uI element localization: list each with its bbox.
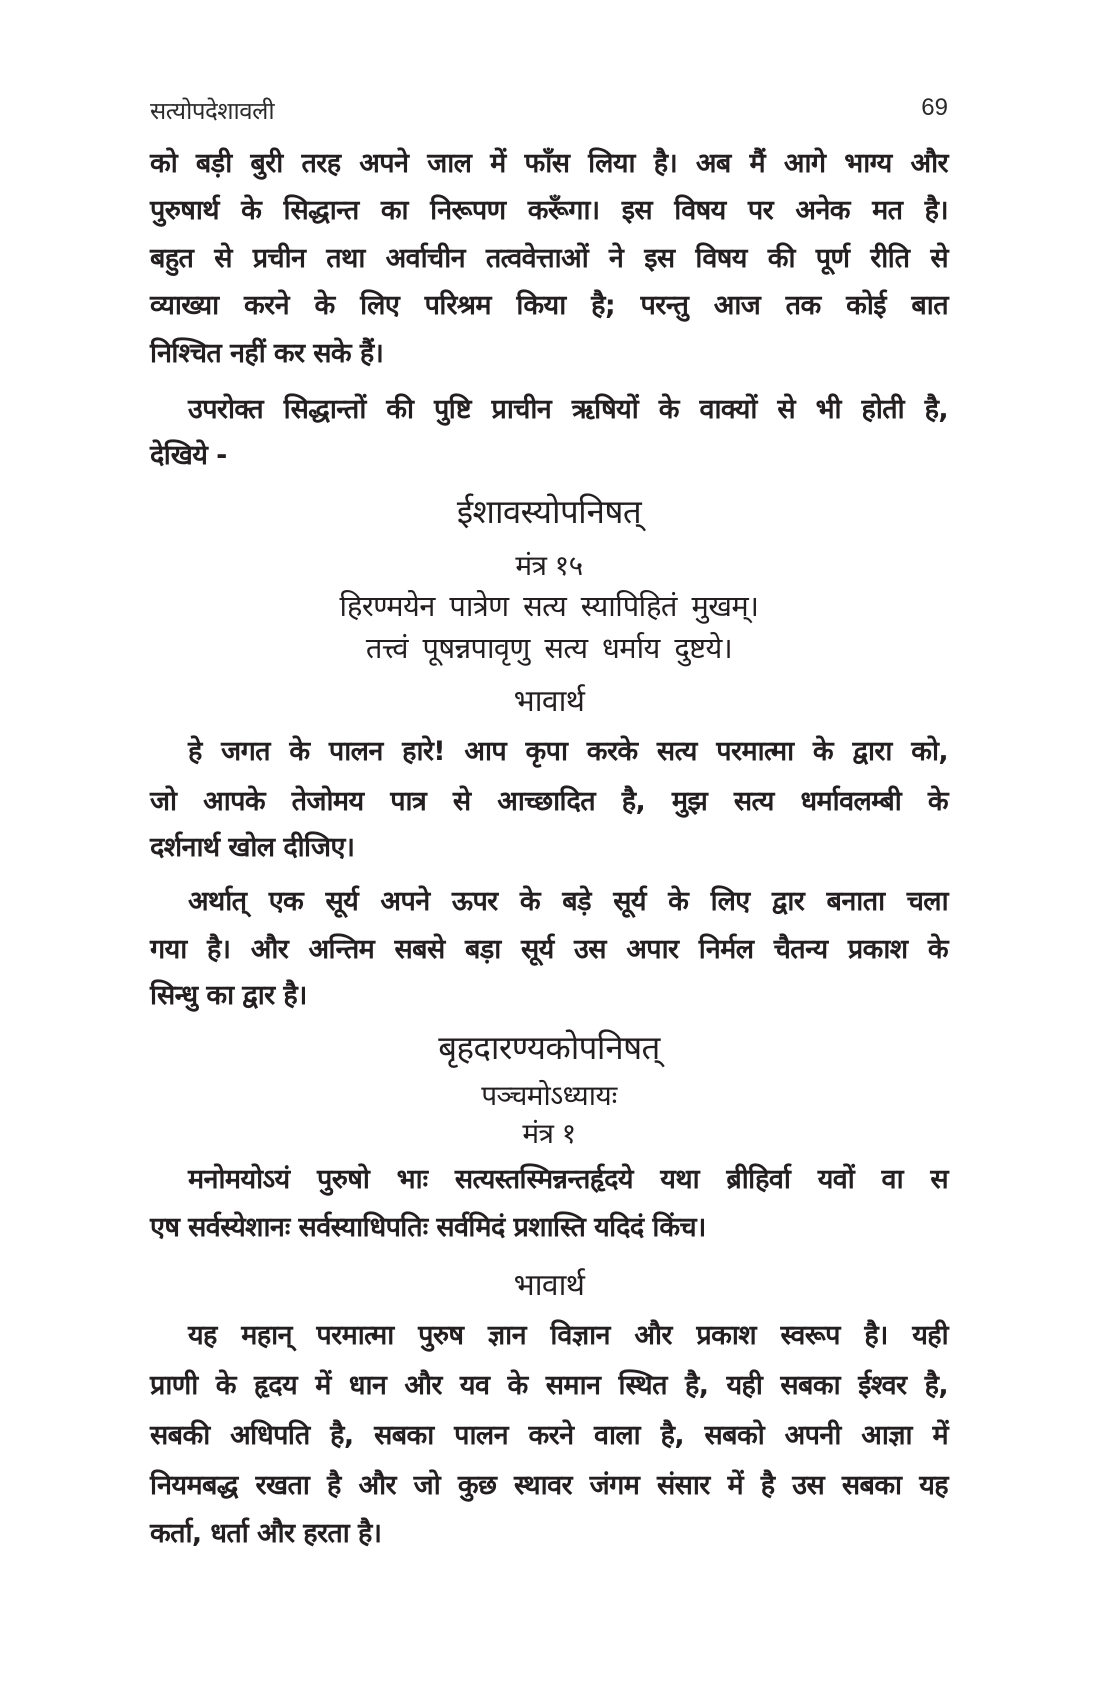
body-line: उपरोक्त सिद्धान्तों की पुष्टि प्राचीन ऋषियों के वाक्यों से भी होती है, [188, 394, 948, 425]
body-line: जो आपके तेजोमय पात्र से आच्छादित है, मुझ सत्य धर्मावलम्बी के [150, 786, 948, 817]
body-line: को बड़ी बुरी तरह अपने जाल में फाँस लिया है। अब मैं आगे भाग्य और [150, 148, 948, 179]
verse-line: मनोमयोऽयं पुरुषो भाः सत्यस्तस्मिन्नन्तर्हृदये यथा ब्रीहिर्वा यवों वा स [188, 1164, 948, 1195]
body-line: गया है। और अन्तिम सबसे बड़ा सूर्य उस अपार निर्मल चैतन्य प्रकाश के [150, 934, 948, 965]
body-line: नियमबद्ध रखता है और जो कुछ स्थावर जंगम संसार में है उस सबका यह [150, 1470, 948, 1501]
body-line: निश्चित नहीं कर सके हैं। [150, 338, 384, 369]
body-line: देखिये - [150, 440, 227, 471]
mantra-label: मंत्र १ [522, 1117, 576, 1150]
body-line: बहुत से प्रचीन तथा अर्वाचीन तत्ववेत्ताओं ने इस विषय की पूर्ण रीति से [150, 243, 948, 274]
body-line: सिन्धु का द्वार है। [150, 980, 307, 1011]
body-line: कर्ता, धर्ता और हरता है। [150, 1518, 382, 1549]
page-number: 69 [921, 94, 948, 121]
running-title: सत्योपदेशावली [150, 97, 275, 125]
chapter-label: पञ्चमोऽध्यायः [481, 1079, 617, 1112]
mantra-label: मंत्र १५ [515, 549, 583, 582]
body-line: यह महान् परमात्मा पुरुष ज्ञान विज्ञान और प्रकाश स्वरूप है। यही [188, 1320, 948, 1351]
body-line: व्याख्या करने के लिए परिश्रम किया है; परन्तु आज तक कोई बात [150, 290, 948, 321]
section-title: ईशावस्योपनिषत् [456, 492, 642, 531]
meaning-heading: भावार्थ [513, 1268, 585, 1303]
section-title: बृहदारण्यकोपनिषत् [438, 1028, 660, 1067]
body-line: प्राणी के हृदय में धान और यव के समान स्थित है, यही सबका ईश्वर है, [150, 1370, 948, 1401]
meaning-heading: भावार्थ [513, 684, 585, 719]
body-line: दर्शनार्थ खोल दीजिए। [150, 832, 355, 863]
verse-line: एष सर्वस्येशानः सर्वस्याधिपतिः सर्वमिदं प्रशास्ति यदिदं किंच। [150, 1212, 706, 1243]
body-line: अर्थात् एक सूर्य अपने ऊपर के बड़े सूर्य के लिए द्वार बनाता चला [188, 886, 948, 917]
verse-line: तत्त्वं पूषन्नपावृणु सत्य धर्माय दुष्टये। [365, 631, 733, 665]
verse-line: हिरण्मयेन पात्रेण सत्य स्यापिहितं मुखम्। [339, 589, 759, 623]
body-line: हे जगत के पालन हारे! आप कृपा करके सत्य परमात्मा के द्वारा को, [188, 736, 948, 767]
body-line: पुरुषार्थ के सिद्धान्त का निरूपण करूँगा। इस विषय पर अनेक मत है। [150, 195, 948, 226]
body-line: सबकी अधिपति है, सबका पालन करने वाला है, सबको अपनी आज्ञा में [150, 1420, 948, 1451]
